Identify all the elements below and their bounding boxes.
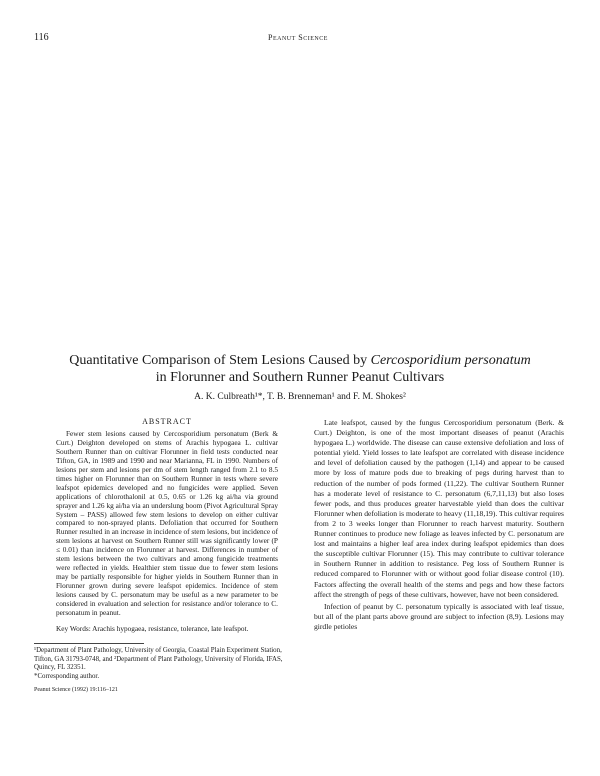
title-block (30, 352, 570, 402)
page-number: 116 (34, 32, 49, 43)
title-line2: in Florunner and Southern Runner Peanut Cultivars (155, 370, 445, 385)
running-head: Peanut Science (268, 33, 328, 42)
body-paragraph: Infection of peanut by C. personatum typically is associated with leaf tissue, but all of the plant parts above ground are subject to infection (8,9). Lesions may girdle petioles (314, 601, 564, 631)
body-paragraph: Late leafspot, caused by the fungus Cercosporidium personatum (Berk. & Curt.) Deighton, is one of the most important diseases of peanut (Arachis hypogaea L.) worldwide. The disease can cause extensive defoliation and loss of potential yield. Yield losses to late leafspot are correlated with disease incidence and level of defoliation caused by the pathogen (1,14) and appear to be caused more by loss of mature pods due to breaking of pegs during harvest than to reduction of the number of pods formed (11,22). The cultivar Southern Runner has a moderate level of resistance to C. personatum (6,7,11,13) but also loses fewer pods, and thus produces greater harvestable yield than does the cultivar Florunner when defoliation is moderate to heavy (11,18,19). This cultivar requires from 2 to 3 weeks longer than Florunner to reach harvest maturity. Southern Runner continues to produce new foliage as leaves infected by C. personatum are lost and maintains a higher leaf area index during leafspot epidemics than does the susceptible cultivar Florunner (15). This may contribute to cultivar tolerance in Southern Runner in addition to resistance. Peg loss of Southern Runner is reduced compared to Florunner with or without good foliar disease control (10). Factors affecting the overall health of the stems and pegs and how these factors affect the strength of pegs of these cultivars, however, have not been considered. (314, 418, 564, 599)
abstract-heading: ABSTRACT (142, 417, 192, 426)
abstract-text: Fewer stem lesions caused by Cercosporidium personatum (Berk & Curt.) Deighton developed on stems of Arachis hypogaea L. cultivar Southern Runner than on cultivar Florunner in field tests conducted near Tifton, GA, in 1989 and 1990 and near Marianna, FL in 1990. Numbers of lesions per stem and lesions per dm of stem length ranged from 2.1 to 8.5 times higher on Florunner than on Southern Runner in tests where severe leafspot epidemics developed and no fungicides were applied. Seven applications of chlorothalonil at 0.5, 0.65 or 1.26 kg ai/ha via ground sprayer and 1.26 kg ai/ha via an underslung boom (Pivot Agricultural Spray System – PASS) allowed few stem lesions to develop on either cultivar compared to non-sprayed plants. Defoliation that occurred for Southern Runner resulted in an increase in incidence of stem lesions, but incidence of stem lesions at harvest on Southern Runner still was significantly lower (P ≤ 0.01) than incidence on Florunner at harvest. Differences in number of stem lesions between the two cultivars and among fungicide treatments were reflected in yields. Healthier stem tissue due to fewer stem lesions may be partially responsible for higher yields in Southern Runner than in Florunner grown during severe leafspot epidemics. Incidence of stem lesions caused by C. personatum may be useful as a new parameter to be considered in evaluation and selection for resistance and/or tolerance to C. personatum in peanut. (56, 428, 278, 618)
abstract-section (56, 418, 278, 618)
journal-reference: Peanut Science (1992) 19:116–121 (34, 687, 118, 693)
footnote-rule (34, 643, 144, 644)
footnote-corresponding: *Corresponding author. (34, 672, 100, 680)
keywords: Key Words: Arachis hypogaea, resistance, tolerance, late leafspot. (56, 624, 249, 633)
title-line1-prefix: Quantitative Comparison of Stem Lesions Caused by (69, 353, 371, 368)
article-title (30, 352, 570, 386)
title-line1-italic: Cercosporidium personatum (370, 353, 531, 368)
body-column (314, 418, 564, 632)
footnote-affiliations: ¹Department of Plant Pathology, University of Georgia, Coastal Plain Experiment Station, Tifton, GA 31793-0748, and ²Department of Plant Pathology, University of Florida, IFAS, Quincy, FL 32351. (34, 647, 283, 671)
footnotes (34, 647, 296, 681)
authors: A. K. Culbreath¹*, T. B. Brenneman¹ and F. M. Shokes² (194, 392, 406, 402)
